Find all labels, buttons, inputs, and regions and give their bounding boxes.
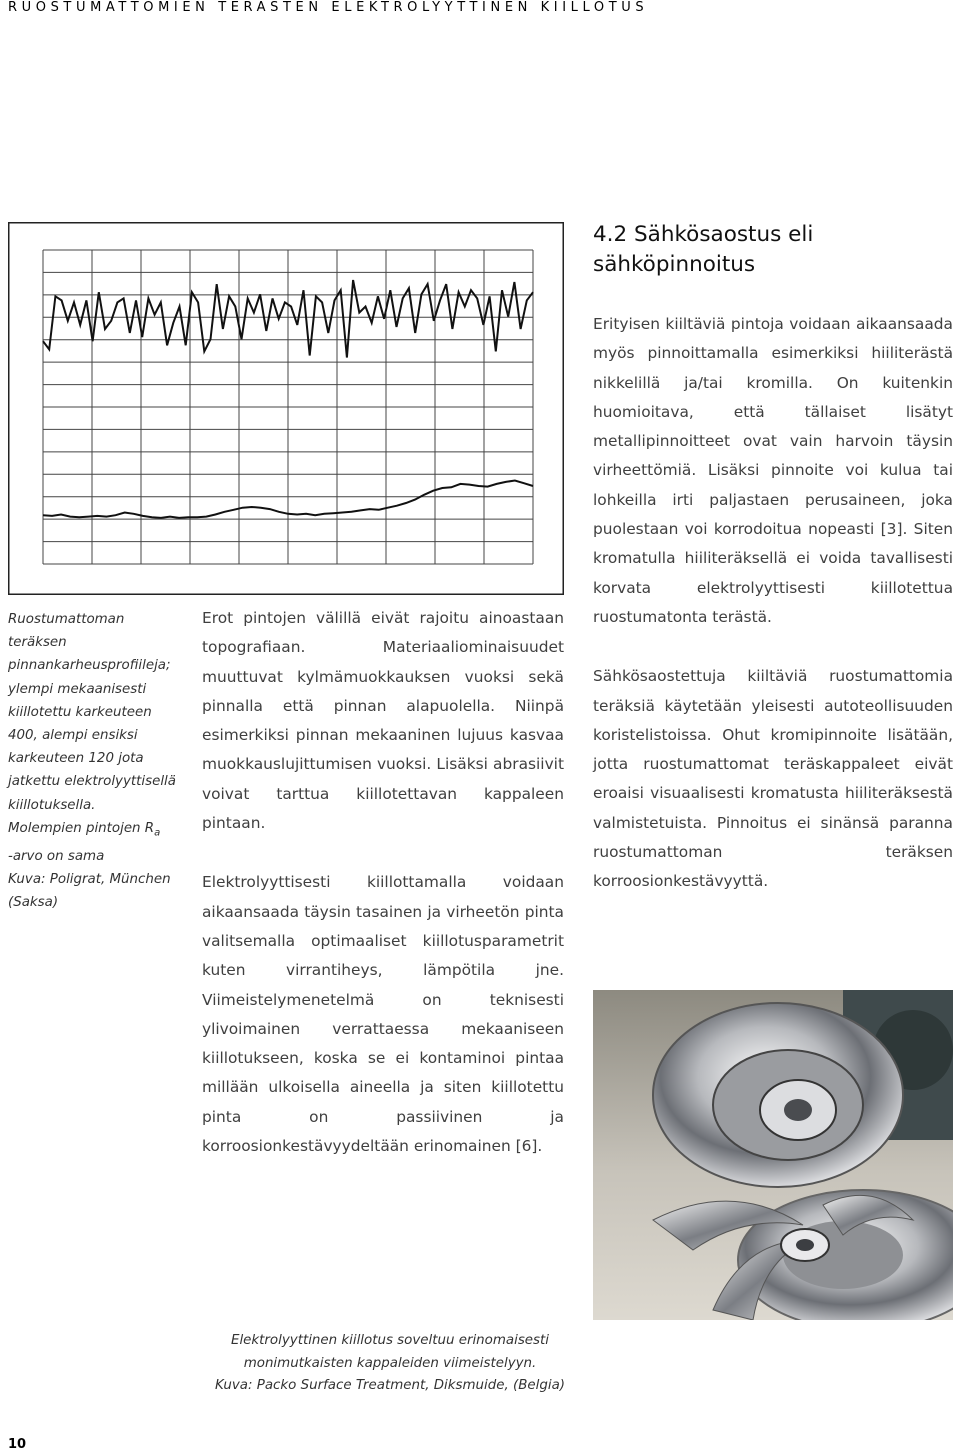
figure-caption-source: Kuva: Poligrat, München (Saksa)	[8, 871, 171, 911]
polished-parts-photo	[593, 990, 953, 1320]
right-paragraph-2: Sähkösaostettuja kiiltäviä ruostumattomia teräksiä käytetään yleisesti autoteollisuuden koristelistoissa. Ohut kromipinnoite lisätään, jotta ruostumattomat teräskappaleet eivät eroaisi visuaalisesti kromatusta hiiliteräksestä valmistetuista. Pinnoitus ei sinänsä paranna ruostumattoman teräksen korroosionkestävyyttä.	[593, 667, 953, 891]
figure-caption	[8, 608, 180, 914]
chart-canvas	[8, 222, 564, 595]
ra-prefix: Molempien pintojen R	[8, 820, 155, 836]
right-column	[593, 310, 953, 897]
middle-paragraph-1: Erot pintojen välillä eivät rajoitu ainoastaan topografiaan. Materiaaliominaisuudet muuttuvat kylmämuokkauksen vuoksi sekä pinnalla että pinnan alapuolella. Niinpä esimerkiksi pinnan mekaaninen lujuus kasvaa muokkauslujittumisen vuoksi. Lisäksi abrasiivit voivat tarttua kiillotettavan kappaleen pintaan.	[202, 609, 564, 833]
photo-caption	[175, 1330, 605, 1398]
running-header: RUOSTUMATTOMIEN TERÄSTEN ELEKTROLYYTTINEN KIILLOTUS	[8, 0, 649, 15]
photo-caption-line-3: Kuva: Packo Surface Treatment, Diksmuide, (Belgia)	[214, 1378, 566, 1393]
figure-caption-ra-suffix: -arvo on sama	[8, 848, 105, 864]
photo-caption-line-1: Elektrolyyttinen kiillotus soveltuu erinomaisesti	[231, 1333, 549, 1348]
figure-caption-ra	[8, 817, 180, 845]
middle-column	[202, 604, 564, 1161]
photo-caption-line-2: monimutkaisten kappaleiden viimeistelyyn.	[243, 1355, 537, 1371]
middle-paragraph-2: Elektrolyyttisesti kiillottamalla voidaan aikaansaada täysin tasainen ja virheetön pinta valitsemalla optimaaliset kiillotusparametrit kuten virrantiheys, lämpötila jne. Viimeistelymenetelmä on teknisesti ylivoimainen verrattaessa mekaaniseen kiillotukseen, koska se ei kontaminoi pintaa millään ulkoisella aineella ja siten kiillotettu pinta on passiivinen ja korroosionkestävyydeltään erinomainen [6].	[202, 873, 564, 1156]
section-heading: 4.2 Sähkösaostus eli sähköpinnoitus	[593, 222, 814, 277]
ra-subscript: a	[154, 827, 161, 839]
right-paragraph-1: Erityisen kiiltäviä pintoja voidaan aikaansaada myös pinnoittamalla esimerkiksi hiiliterästä nikkelillä ja/tai kromilla. On kuitenkin huomioitava, että tällaiset lisätyt metallipinnoitteet ovat vain harvoin täysin virheettömiä. Lisäksi pinnoite voi kulua tai lohkeilla irti paljastaen perusaineen, joka puolestaan voi korrodoitua nopeasti [3]. Siten kromatulla hiiliteräksellä ei voida tavallisesti korvata elektrolyyttisesti kiillotettua ruostumatonta terästä.	[593, 315, 953, 626]
figure-caption-text: Ruostumattoman teräksen pinnankarheusprofiileja; ylempi mekaanisesti kiillotettu karkeuteen 400, alempi ensiksi karkeuteen 120 jota jatkettu elektrolyyttisellä kiillotuksella.	[8, 612, 176, 813]
polished-parts-illustration	[593, 990, 953, 1320]
page-number: 10	[8, 1437, 27, 1452]
roughness-profile-chart	[8, 222, 564, 595]
